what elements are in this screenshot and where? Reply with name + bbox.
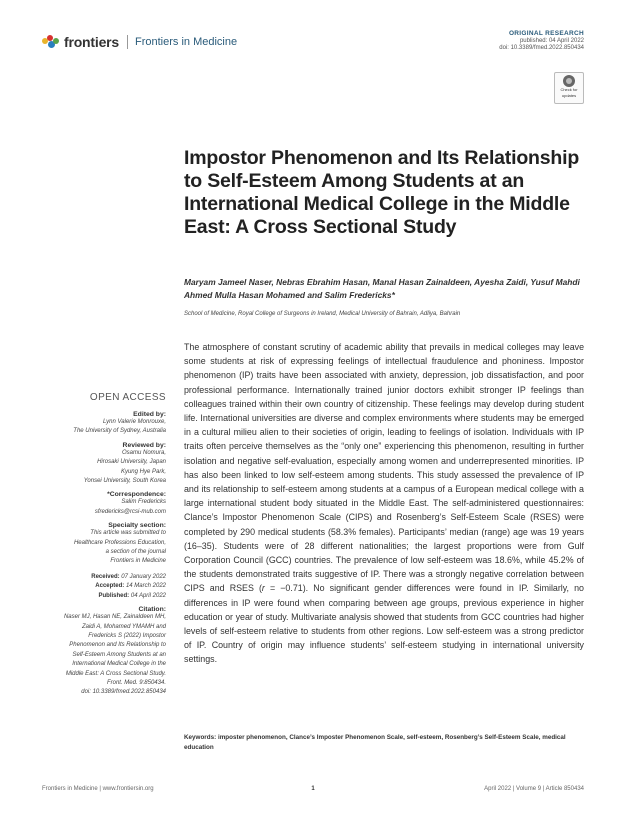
correspondence-heading: *Correspondence: — [107, 491, 166, 499]
accepted-label: Accepted: — [95, 583, 125, 590]
specialty-line: Frontiers in Medicine — [110, 558, 166, 565]
brand-name: frontiers — [64, 34, 119, 50]
citation-line: Self-Esteem Among Students at an — [72, 651, 166, 658]
edited-by-heading: Edited by: — [133, 411, 166, 418]
check-updates-icon — [563, 75, 575, 87]
page-footer — [42, 786, 584, 796]
article-type: ORIGINAL RESEARCH — [508, 30, 584, 37]
check-for-updates-button[interactable] — [554, 72, 584, 104]
affiliation: School of Medicine, Royal College of Surgeons in Ireland, Medical University of Bahrain, Adliya, Bahrain — [184, 311, 461, 317]
reviewer-line: Hirosaki University, Japan — [97, 459, 166, 466]
reviewer-line: Kyung Hye Park, — [120, 468, 166, 475]
keywords-label: Keywords: — [184, 734, 217, 741]
journal-name[interactable]: Frontiers in Medicine — [135, 36, 238, 48]
citation-heading: Citation: — [138, 606, 166, 614]
frontiers-logo[interactable] — [42, 34, 237, 50]
received-label: Received: — [91, 573, 120, 580]
open-access-label: OPEN ACCESS — [89, 392, 166, 403]
published-date: published: 04 April 2022 — [519, 38, 584, 44]
abstract-text-1: The atmosphere of constant scrutiny of academic ability that prevails in medical colleges may leave some students at risk of expressing feelings of intellectual fraudulence and phoniness. Impostor phenomenon (IP) traits have been associated with anxiety, depression, job dissatisfaction, and poor professional performance. Internationally trained junior doctors exhibit stronger IP feelings than colleagues trained within their own country of citizenship. These feelings may develop during student life. International universities are diverse and complex environments where students may be emerged in a cultural milieu alien to their societies of origin, leading to feelings of isolation. Individuals with IP traits often perceive themselves as the “only one” experiencing this phenomenon, resulting in further isolation and negative self-evaluation, especially among women and underrepresented minorities. IP has also been linked to low self-esteem among students. This study assessed the prevalence of IP and its relationship to self-esteem among students at a campus of a European medical college with a large international student body situated in the Middle East. The self-administered questionnaires: Clance’s Impostor Phenomenon Scale (CIPS) and Rosenberg’s Self-Esteem Scale (RSES) were completed by 290 medical students (58.3% females). Participants’ median (range) age was 19 years (16–35). Students were of 28 different nationalities; the largest proportions were from Gulf Corporation Council (GCC) countries. The prevalence of low self-esteem was 18.6%, while 45.2% of the students demonstrated traits suggestive of IP. There was a strongly negative correlation between CIPS and RSES ( — [184, 342, 584, 594]
published-value: 04 April 2022 — [129, 592, 166, 599]
correspondence-name: Salim Fredericks — [121, 499, 166, 506]
citation-line: Fredericks S (2022) Impostor — [88, 632, 166, 639]
received-date — [30, 573, 166, 582]
article-meta — [499, 30, 584, 51]
article-doi[interactable]: doi: 10.3389/fmed.2022.850434 — [499, 45, 584, 51]
correspondence-email[interactable]: sfredericks@rcsi-mub.com — [94, 508, 166, 515]
specialty-heading: Specialty section: — [108, 522, 166, 530]
author-list[interactable]: Maryam Jameel Naser, Nebras Ebrahim Hasan, Manal Hasan Zainaldeen, Ayesha Zaidi, Yusuf Mahdi Ahmed Mulla Hasan Mohamed and Salim Fredericks* — [184, 277, 580, 300]
reviewer-line: Osamu Nomura, — [121, 449, 166, 456]
published-date-side — [30, 592, 166, 601]
frontiers-logo-icon — [42, 35, 60, 49]
accepted-value: 14 March 2022 — [124, 583, 166, 590]
sidebar — [30, 392, 166, 698]
abstract-r-symbol: r — [261, 583, 265, 594]
editor-name: Lynn Valerie Monrouxe, — [102, 419, 166, 425]
logo-dot-green — [53, 38, 59, 44]
article-title: Impostor Phenomenon and Its Relationship to Self-Esteem Among Students at an International Medical College in the Middle East: A Cross Sectional Study — [184, 147, 580, 238]
abstract — [184, 340, 584, 667]
reviewer-line: Yonsei University, South Korea — [83, 478, 166, 485]
citation-doi[interactable]: doi: 10.3389/fmed.2022.850434 — [81, 689, 166, 696]
specialty-line: Healthcare Professions Education, — [73, 539, 166, 546]
keywords — [184, 733, 584, 753]
citation-line: International Medical College in the — [72, 661, 166, 668]
keywords-list: imposter phenomenon, Clance’s Imposter Phenomenon Scale, self-esteem, Rosenberg’s Self-Esteem Scale, medical education — [184, 734, 566, 751]
page-number: 1 — [311, 786, 315, 792]
page-header — [42, 30, 584, 70]
citation-line: Zaidi A, Mohamed YMAMH and — [81, 623, 166, 630]
citation-line: Front. Med. 9:850434. — [106, 679, 166, 686]
footer-volume-info: April 2022 | Volume 9 | Article 850434 — [484, 786, 584, 792]
citation-line: Middle East: A Cross Sectional Study. — [65, 670, 166, 677]
check-updates-label-1: Check for — [560, 87, 578, 92]
published-label: Published: — [98, 592, 130, 599]
footer-journal-site[interactable]: Frontiers in Medicine | www.frontiersin.org — [42, 786, 154, 792]
abstract-text-2: = −0.71). No significant gender differences were found in IP. Similarly, no differences in IP were found when comparing between age groups, previous experience in higher education or year of study. Multivariate analysis showed that students from GCC countries had higher levels of self-esteem relative to students from other regions. Low self-esteem was a strong predictor of IP. Country of origin may influence students’ self-esteem studying in international university settings. — [184, 583, 584, 665]
specialty-line: a section of the journal — [105, 549, 166, 556]
reviewed-by-heading: Reviewed by: — [122, 441, 166, 449]
specialty-line: This article was submitted to — [90, 530, 166, 537]
accepted-date — [30, 582, 166, 591]
received-value: 07 January 2022 — [119, 573, 166, 580]
editor-affiliation: The University of Sydney, Australia — [73, 428, 166, 435]
citation-line: Phenomenon and Its Relationship to — [69, 642, 166, 649]
check-updates-label-2: updates — [561, 92, 577, 98]
citation-line: Naser MJ, Hasan NE, Zainaldeen MH, — [63, 614, 166, 621]
header-divider — [127, 35, 128, 49]
